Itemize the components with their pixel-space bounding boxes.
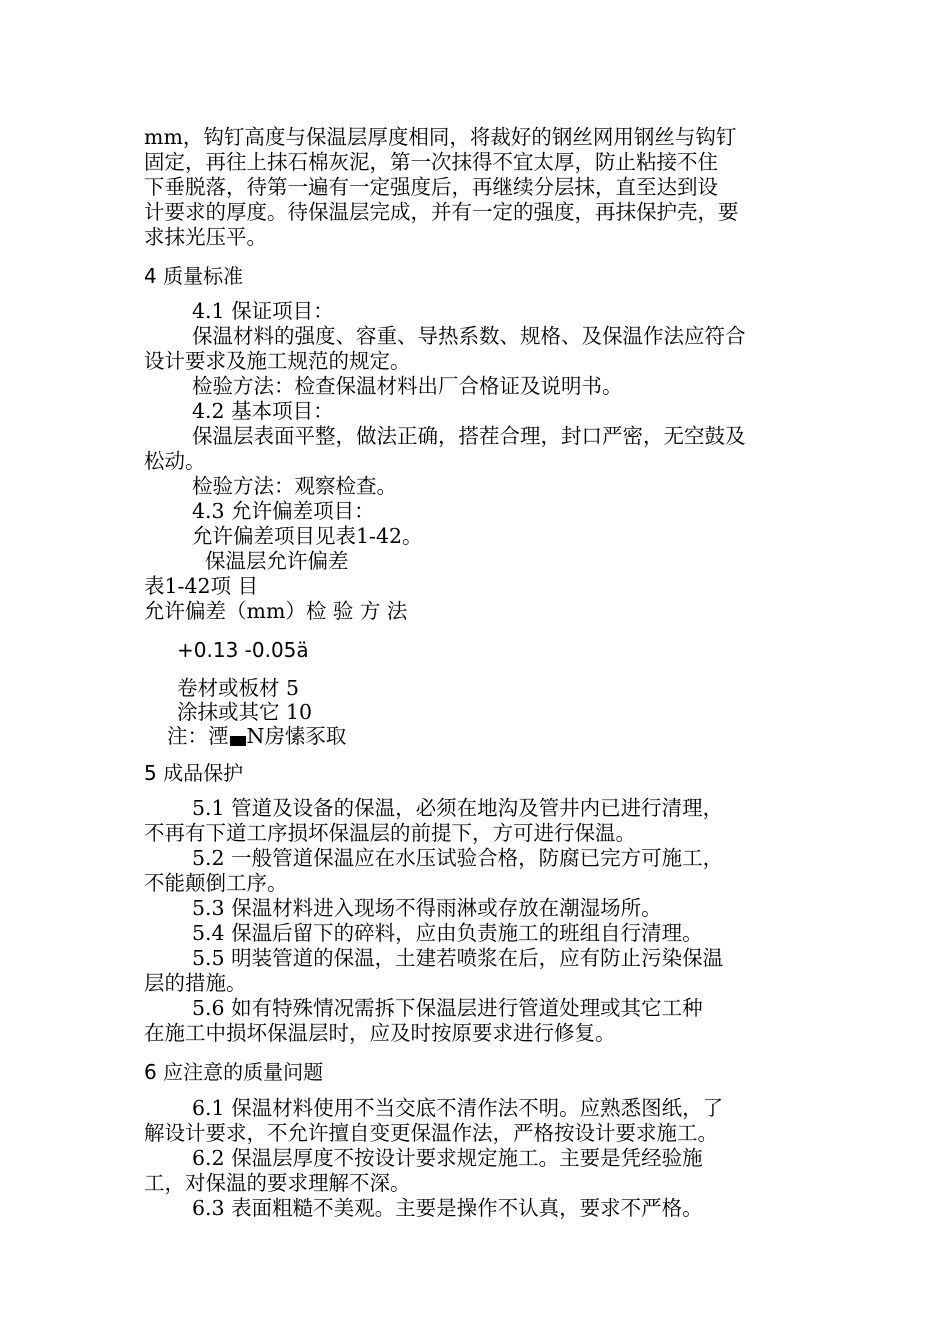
table-cell: +0.13 -0.05ä — [177, 638, 309, 662]
body-text-line: 6.1 保温材料使用不当交底不清作法不明。应熟悉图纸，了 — [192, 1096, 724, 1120]
body-text-line: 设计要求及施工规范的规定。 — [144, 349, 411, 373]
body-text-line: 5.4 保温后留下的碎料，应由负责施工的班组自行清理。 — [192, 921, 703, 945]
table-cell: 涂抹或其它 10 — [177, 700, 313, 724]
body-text-line: 检验方法：观察检查。 — [192, 474, 397, 498]
body-text-line: 5.3 保温材料进入现场不得雨淋或存放在潮湿场所。 — [192, 896, 662, 920]
note-suffix: N房愫豕取 — [246, 724, 347, 748]
subsection-title: 4.1 保证项目： — [192, 299, 334, 323]
body-text-line: 在施工中损坏保温层时，应及时按原要求进行修复。 — [144, 1021, 616, 1045]
table-header: 表1-42项 目 — [144, 574, 259, 598]
table-note — [167, 724, 346, 749]
section-heading: 5 成品保护 — [144, 761, 244, 785]
body-text-line: 保温层表面平整，做法正确，搭茬合理，封口严密，无空鼓及 — [192, 424, 746, 448]
body-text-line: 保温材料的强度、容重、导热系数、规格、及保温作法应符合 — [192, 324, 746, 348]
body-text-line: 5.5 明装管道的保温，土建若喷浆在后，应有防止污染保温 — [192, 946, 724, 970]
table-cell: 卷材或板材 5 — [177, 676, 300, 700]
body-text-line: 层的措施。 — [144, 971, 247, 995]
table-header: 允许偏差（mm）检 验 方 法 — [144, 599, 408, 623]
body-text-line: 6.3 表面粗糙不美观。主要是操作不认真，要求不严格。 — [192, 1196, 703, 1220]
body-text-line: 不再有下道工序损坏保温层的前提下，方可进行保温。 — [144, 821, 636, 845]
subsection-title: 4.3 允许偏差项目： — [192, 499, 375, 523]
body-text-line: mm，钩钉高度与保温层厚度相同，将裁好的钢丝网用钢丝与钩钉 — [144, 125, 737, 149]
body-text-line: 工，对保温的要求理解不深。 — [144, 1171, 411, 1195]
note-prefix: 注：湮 — [167, 724, 229, 748]
body-text-line: 6.2 保温层厚度不按设计要求规定施工。主要是凭经验施 — [192, 1146, 703, 1170]
body-text-line: 固定，再往上抹石棉灰泥，第一次抹得不宜太厚，防止粘接不住 — [144, 150, 718, 174]
section-heading: 6 应注意的质量问题 — [144, 1060, 324, 1084]
body-text-line: 计要求的厚度。待保温层完成，并有一定的强度，再抹保护壳，要 — [144, 200, 739, 224]
garbled-glyph-icon — [230, 736, 246, 746]
body-text-line: 允许偏差项目见表1-42。 — [192, 524, 423, 548]
body-text-line: 解设计要求，不允许擅自变更保温作法，严格按设计要求施工。 — [144, 1121, 718, 1145]
section-heading: 4 质量标准 — [144, 264, 244, 288]
body-text-line: 5.2 一般管道保温应在水压试验合格，防腐已完方可施工， — [192, 846, 724, 870]
body-text-line: 5.1 管道及设备的保温，必须在地沟及管井内已进行清理， — [192, 796, 724, 820]
body-text-line: 求抹光压平。 — [144, 225, 267, 249]
body-text-line: 松动。 — [144, 449, 206, 473]
body-text-line: 检验方法：检查保温材料出厂合格证及说明书。 — [192, 374, 623, 398]
body-text-line: 下垂脱落，待第一遍有一定强度后，再继续分层抹，直至达到设 — [144, 175, 718, 199]
body-text-line: 5.6 如有特殊情况需拆下保温层进行管道处理或其它工种 — [192, 996, 703, 1020]
subsection-title: 4.2 基本项目： — [192, 399, 334, 423]
body-text-line: 不能颠倒工序。 — [144, 871, 288, 895]
table-caption: 保温层允许偏差 — [205, 549, 349, 573]
